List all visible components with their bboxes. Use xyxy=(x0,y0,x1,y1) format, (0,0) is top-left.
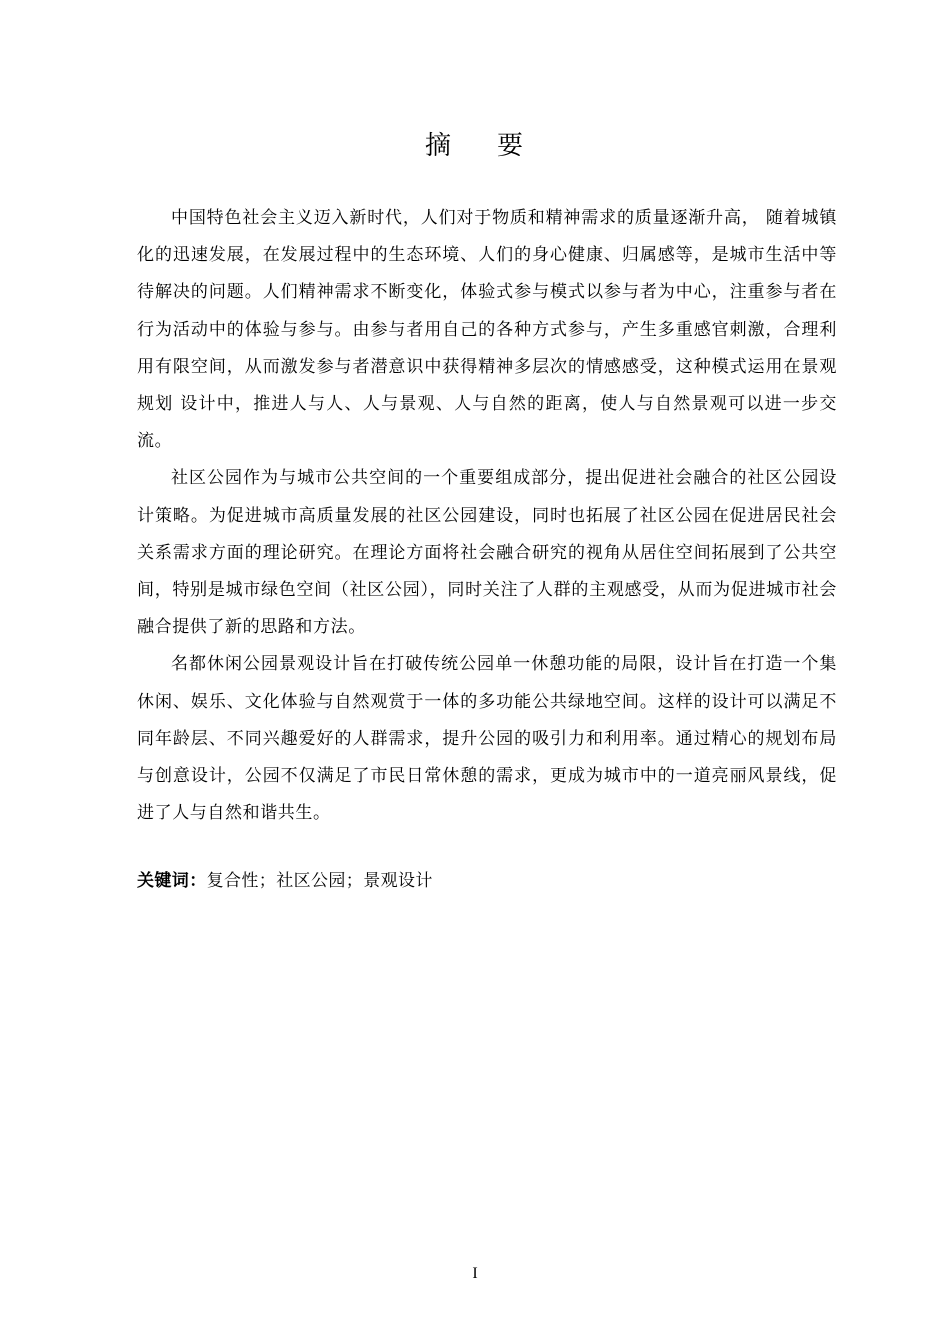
abstract-paragraph-2: 社区公园作为与城市公共空间的一个重要组成部分，提出促进社会融合的社区公园设计策略。为促进城市高质量发展的社区公园建设，同时也拓展了社区公园在促进居民社会关系需求方面的理论研究。在理论方面将社会融合研究的视角从居住空间拓展到了公共空间，特别是城市绿色空间（社区公园），同时关注了人群的主观感受，从而为促进城市社会融合提供了新的思路和方法。 xyxy=(137,468,837,638)
abstract-paragraph-1: 中国特色社会主义迈入新时代，人们对于物质和精神需求的质量逐渐升高， 随着城镇化的迅速发展，在发展过程中的生态环境、人们的身心健康、归属感等，是城市生活中等待解决的问题。人们精神需求不断变化，体验式参与模式以参与者为中心，注重参与者在行为活动中的体验与参与。由参与者用自己的各种方式参与，产生多重感官刺激，合理利用有限空间，从而激发参与者潜意识中获得精神多层次的情感感受，这种模式运用在景观规划 设计中，推进人与人、人与景观、人与自然的距离，使人与自然景观可以进一步交流。 xyxy=(137,208,837,452)
keywords-line xyxy=(137,866,837,896)
keywords-label: 关键词： xyxy=(137,871,207,891)
abstract-title xyxy=(0,128,950,164)
abstract-title-char-1: 摘 xyxy=(424,131,453,161)
abstract-paragraph-3: 名都休闲公园景观设计旨在打破传统公园单一休憩功能的局限，设计旨在打造一个集休闲、娱乐、文化体验与自然观赏于一体的多功能公共绿地空间。这样的设计可以满足不同年龄层、不同兴趣爱好的人群需求，提升公园的吸引力和利用率。通过精心的规划布局与创意设计，公园不仅满足了市民日常休憩的需求，更成为城市中的一道亮丽风景线，促进了人与自然和谐共生。 xyxy=(137,654,837,824)
abstract-body xyxy=(137,200,837,832)
keywords-text: 复合性；社区公园；景观设计 xyxy=(206,871,433,891)
abstract-title-char-2: 要 xyxy=(497,131,526,161)
page-number: I xyxy=(472,1265,478,1282)
